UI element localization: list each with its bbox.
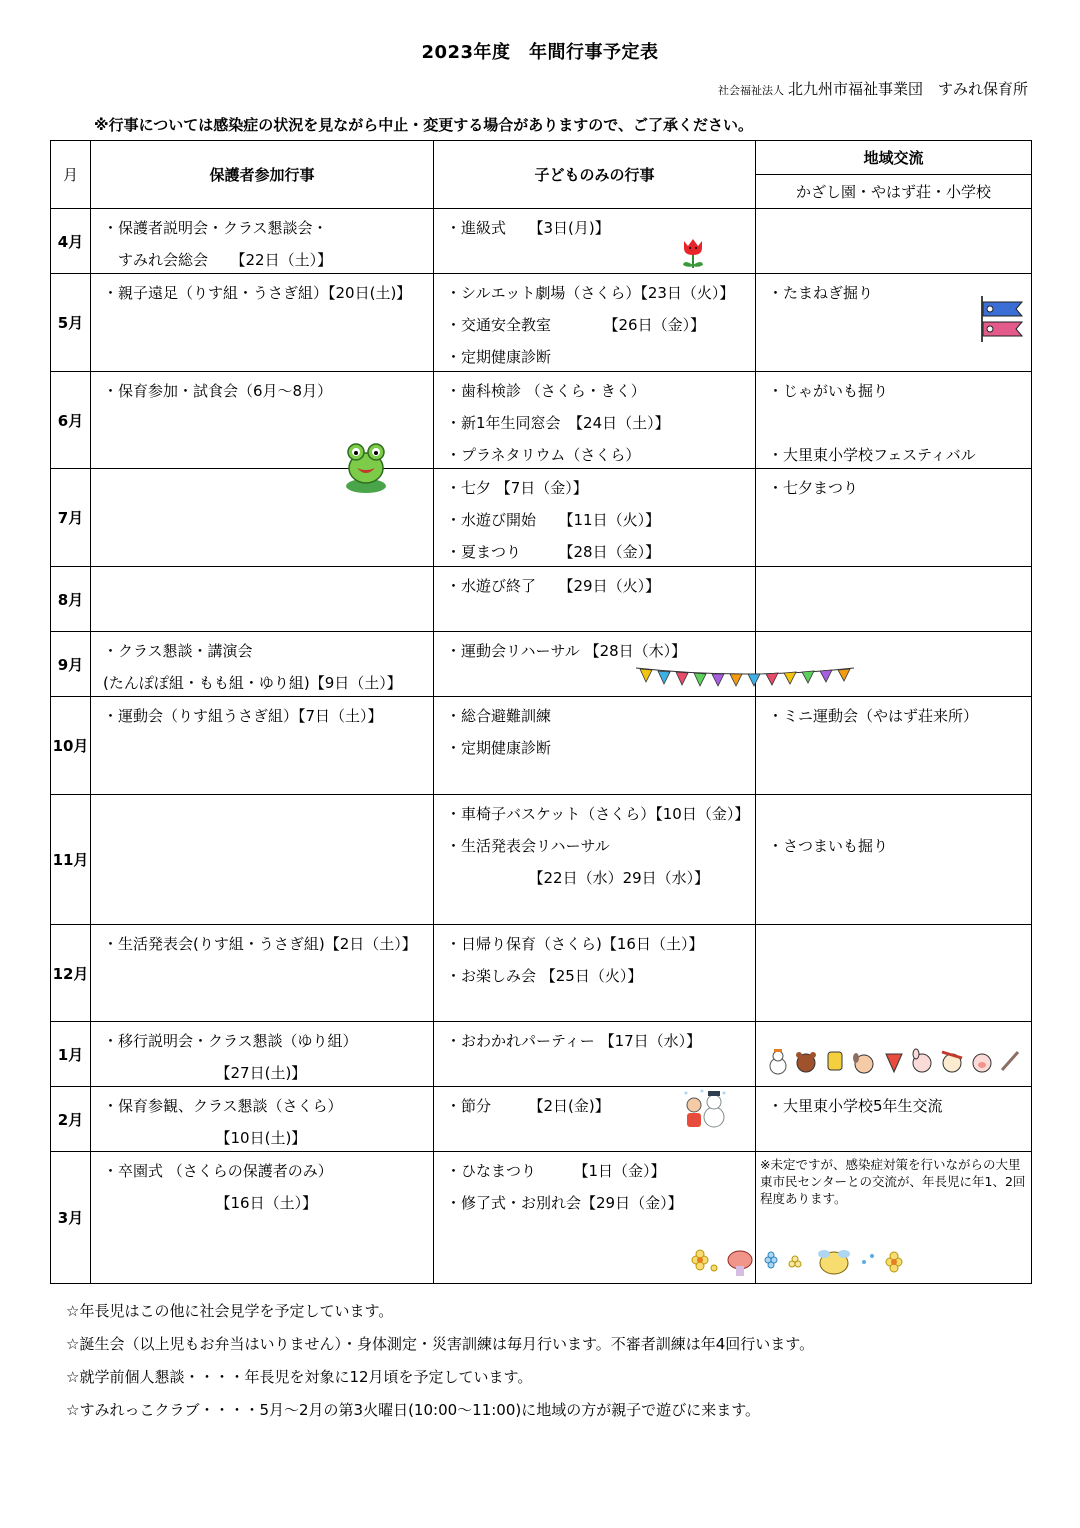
child-cell xyxy=(434,925,756,1022)
event: ・さつまいも掘り xyxy=(768,837,889,855)
event: ・ひなまつり 【1日（金）】 xyxy=(446,1162,666,1180)
child-cell xyxy=(434,697,756,795)
org-name: 北九州市福祉事業団 すみれ保育所 xyxy=(787,80,1028,98)
parent-cell xyxy=(91,1022,434,1087)
koinobori-icon xyxy=(978,294,1028,344)
community-note: ※未定ですが、感染症対策を行いながらの大里東市民センターとの交流が、年長児に年1、2回程度あります。 xyxy=(760,1157,1026,1206)
event: ・卒園式 （さくらの保護者のみ） xyxy=(103,1162,333,1180)
snowman-kids-icon xyxy=(682,1087,728,1131)
month-cell: 2月 xyxy=(51,1087,91,1152)
month-cell: 11月 xyxy=(51,795,91,925)
event: ・保育参観、クラス懇談（さくら） xyxy=(103,1097,343,1115)
event: ・新1年生同窓会 【24日（土）】 xyxy=(446,414,670,432)
event: ・運動会リハーサル 【28日（木）】 xyxy=(446,642,687,660)
child-cell xyxy=(434,469,756,567)
community-cell xyxy=(756,209,1032,274)
bunting-icon xyxy=(634,662,856,692)
table-row xyxy=(51,209,1032,274)
event: ・たまねぎ掘り xyxy=(768,284,874,302)
tulip-icon xyxy=(678,235,708,269)
event: 【27日(土)】 xyxy=(103,1064,307,1082)
event: ・定期健康診断 xyxy=(446,739,552,757)
community-cell xyxy=(756,795,1032,925)
event: ・歯科検診 （さくら・きく） xyxy=(446,382,646,400)
org-prefix: 社会福祉法人 xyxy=(717,84,784,97)
table-row xyxy=(51,372,1032,469)
event: ・移行説明会・クラス懇談（ゆり組） xyxy=(103,1032,358,1050)
parent-cell xyxy=(91,372,434,469)
event: ・生活発表会リハーサル xyxy=(446,837,610,855)
parent-cell xyxy=(91,1087,434,1152)
table-row xyxy=(51,632,1032,697)
event: ・クラス懇談・講演会 xyxy=(103,642,253,660)
month-cell: 8月 xyxy=(51,567,91,632)
event: ・シルエット劇場（さくら）【23日（火）】 xyxy=(446,284,735,302)
month-cell: 9月 xyxy=(51,632,91,697)
child-cell xyxy=(434,632,756,697)
community-cell xyxy=(756,697,1032,795)
event: ・じゃがいも掘り xyxy=(768,382,889,400)
event: ・大里東小学校5年生交流 xyxy=(768,1097,943,1115)
table-row xyxy=(51,1022,1032,1087)
event: 【16日（土）】 xyxy=(103,1194,318,1212)
event: ・車椅子バスケット（さくら）【10日（金）】 xyxy=(446,805,750,823)
page-title: 2023年度 年間行事予定表 xyxy=(421,42,659,63)
header-community: 地域交流 xyxy=(756,141,1032,175)
event: ・定期健康診断 xyxy=(446,348,552,366)
child-cell xyxy=(434,1022,756,1087)
month-cell: 12月 xyxy=(51,925,91,1022)
community-cell xyxy=(756,469,1032,567)
month-cell: 4月 xyxy=(51,209,91,274)
event: ・ミニ運動会（やはず荘来所） xyxy=(768,707,979,725)
event: ・保育参加・試食会（6月～8月） xyxy=(103,382,333,400)
month-cell: 5月 xyxy=(51,274,91,372)
event: ・日帰り保育（さくら)【16日（土）】 xyxy=(446,935,704,953)
event: ・節分 【2日(金)】 xyxy=(446,1097,610,1115)
table-row xyxy=(51,274,1032,372)
month-cell: 6月 xyxy=(51,372,91,469)
header-community-sub: かざし園・やはず荘・小学校 xyxy=(756,175,1032,209)
table-row xyxy=(51,1087,1032,1152)
header-row xyxy=(51,141,1032,175)
event: ・水遊び終了 【29日（火）】 xyxy=(446,577,661,595)
parent-cell xyxy=(91,925,434,1022)
header-parent: 保護者参加行事 xyxy=(91,141,434,209)
flowers-bees-icon xyxy=(688,1248,914,1278)
parent-cell xyxy=(91,274,434,372)
event: ・お楽しみ会 【25日（火）】 xyxy=(446,967,643,985)
community-cell xyxy=(756,1022,1032,1087)
event: ・夏まつり 【28日（金）】 xyxy=(446,543,661,561)
table-row xyxy=(51,567,1032,632)
frog-icon xyxy=(343,438,389,494)
child-cell xyxy=(434,1152,756,1284)
event: ・保護者説明会・クラス懇談会・ xyxy=(103,219,328,237)
event: (たんぽぽ組・もも組・ゆり組)【9日（土）】 xyxy=(103,674,402,692)
event: ・プラネタリウム（さくら） xyxy=(446,446,641,464)
month-cell: 10月 xyxy=(51,697,91,795)
event: ・修了式・お別れ会【29日（金）】 xyxy=(446,1194,683,1212)
footer-note: ☆年長児はこの他に社会見学を予定しています。 xyxy=(66,1302,394,1320)
organization xyxy=(718,78,1028,99)
event: ・進級式 【3日(月)】 xyxy=(446,219,610,237)
event: ・七夕 【7日（金）】 xyxy=(446,479,588,497)
table-row xyxy=(51,697,1032,795)
community-cell xyxy=(756,925,1032,1022)
header-child: 子どものみの行事 xyxy=(434,141,756,209)
parent-cell xyxy=(91,1152,434,1284)
child-cell xyxy=(434,795,756,925)
parent-cell xyxy=(91,697,434,795)
month-cell: 3月 xyxy=(51,1152,91,1284)
event: ・おわかれパーティー 【17日（水）】 xyxy=(446,1032,702,1050)
event: ・水遊び開始 【11日（火）】 xyxy=(446,511,661,529)
schedule-table xyxy=(50,140,1032,1284)
community-cell xyxy=(756,1087,1032,1152)
footer-note: ☆すみれっこクラブ・・・・5月～2月の第3火曜日(10:00～11:00)に地域の方が親子で遊びに来ます。 xyxy=(66,1401,761,1419)
event: ・生活発表会(りす組・うさぎ組)【2日（土）】 xyxy=(103,935,417,953)
animal-faces-icon xyxy=(766,1048,1022,1076)
parent-cell xyxy=(91,567,434,632)
community-cell xyxy=(756,274,1032,372)
table-row xyxy=(51,1152,1032,1284)
event: ・七夕まつり xyxy=(768,479,859,497)
child-cell xyxy=(434,567,756,632)
event: ・親子遠足（りす組・うさぎ組）【20日(土)】 xyxy=(103,284,412,302)
community-cell xyxy=(756,372,1032,469)
footer-note: ☆誕生会（以上児もお弁当はいりません）・身体測定・災害訓練は毎月行います。不審者訓練は年4回行います。 xyxy=(66,1335,815,1353)
child-cell xyxy=(434,274,756,372)
child-cell xyxy=(434,1087,756,1152)
footer-note: ☆就学前個人懇談・・・・年長児を対象に12月頃を予定しています。 xyxy=(66,1368,533,1386)
month-cell: 1月 xyxy=(51,1022,91,1087)
event: 【10日(土)】 xyxy=(103,1129,307,1147)
event: ・運動会（りす組うさぎ組）【7日（土）】 xyxy=(103,707,383,725)
month-cell: 7月 xyxy=(51,469,91,567)
parent-cell xyxy=(91,209,434,274)
event: ・総合避難訓練 xyxy=(446,707,552,725)
parent-cell xyxy=(91,632,434,697)
child-cell xyxy=(434,372,756,469)
parent-cell xyxy=(91,795,434,925)
event: ・交通安全教室 【26日（金）】 xyxy=(446,316,706,334)
child-cell xyxy=(434,209,756,274)
event: すみれ会総会 【22日（土）】 xyxy=(103,251,333,269)
table-row xyxy=(51,469,1032,567)
community-cell xyxy=(756,567,1032,632)
table-row xyxy=(51,925,1032,1022)
header-month: 月 xyxy=(51,141,91,209)
notice: ※行事については感染症の状況を見ながら中止・変更する場合がありますので、ご了承ください。 xyxy=(94,116,753,134)
event: 【22日（水）29日（水）】 xyxy=(446,869,710,887)
table-row xyxy=(51,795,1032,925)
event: ・大里東小学校フェスティバル xyxy=(768,446,976,464)
